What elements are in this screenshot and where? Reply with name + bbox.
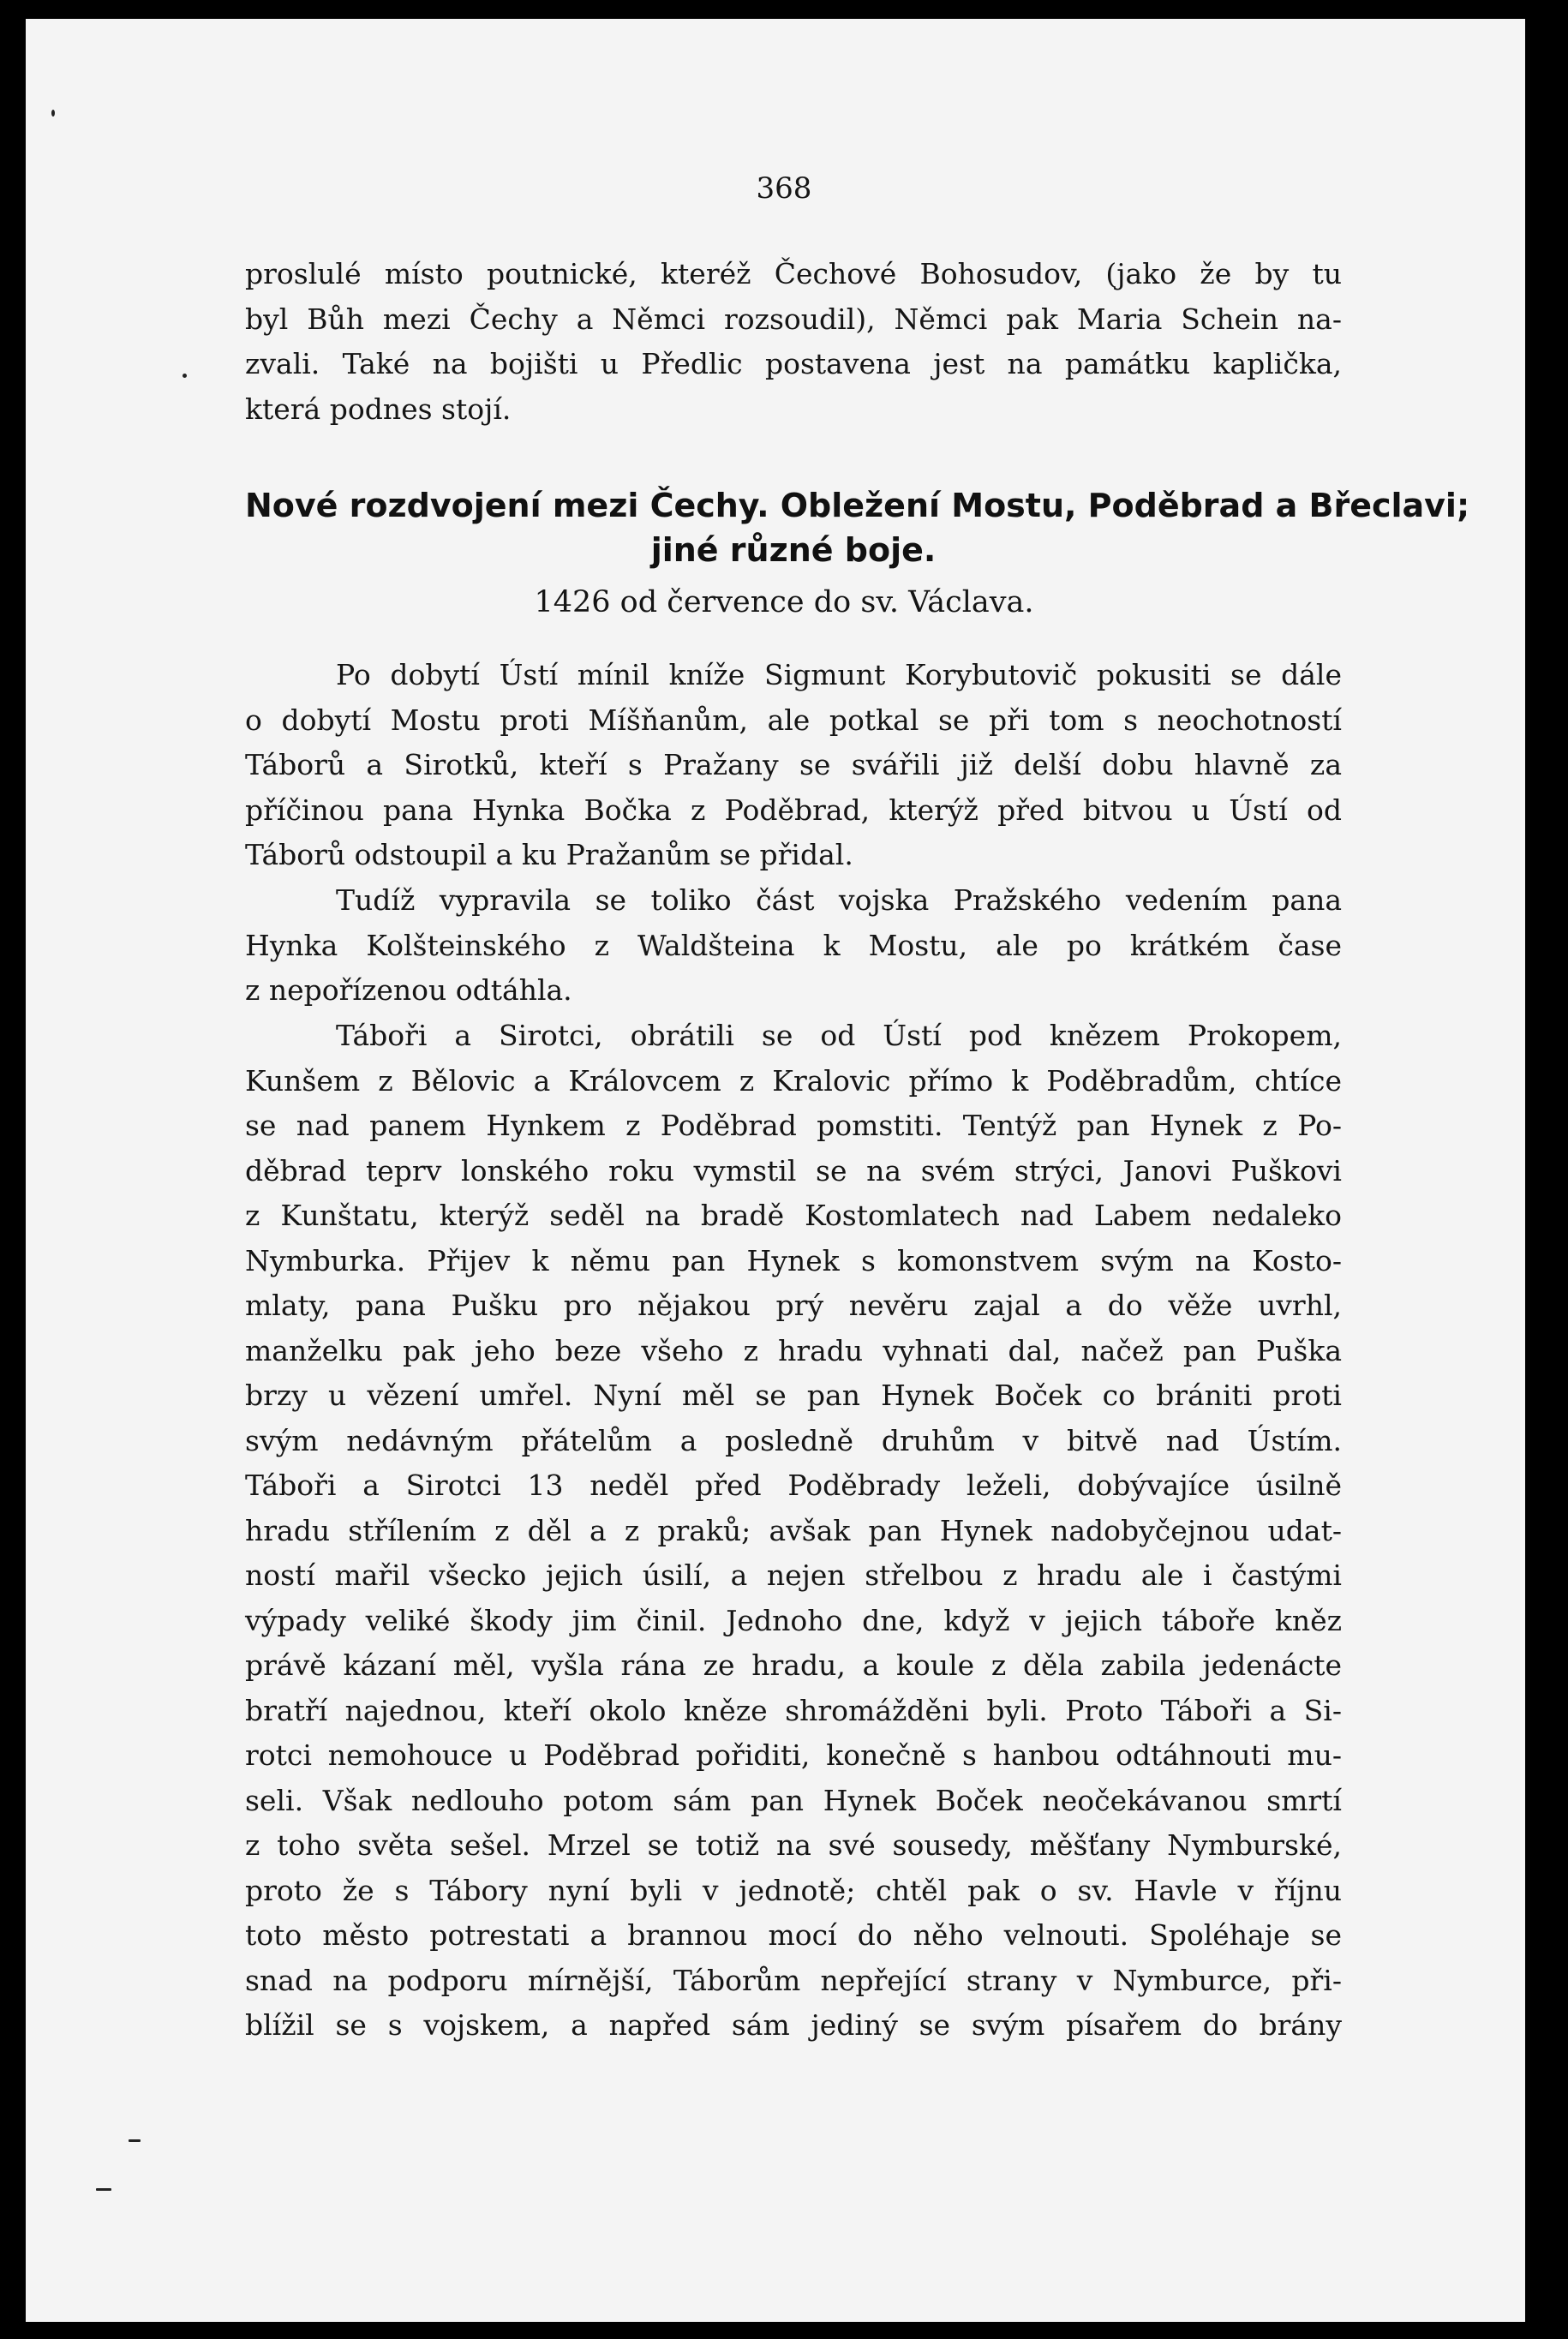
text-line: Tudíž vypravila se toliko část vojska Pražského vedením pana [336, 883, 1342, 917]
text-line: výpady veliké škody jim činil. Jednoho dne, když v jejich táboře kněz [245, 1603, 1342, 1637]
text-line: byl Bůh mezi Čechy a Němci rozsoudil), Němci pak Maria Schein na- [245, 302, 1342, 336]
heading-line: jiné různé boje. [650, 531, 937, 569]
text-line: z Kunštatu, kterýž seděl na bradě Kostomlatech nad Labem nedaleko [245, 1199, 1342, 1232]
page-number: 368 [756, 171, 812, 206]
scan-speck [96, 2188, 111, 2191]
section-heading [245, 483, 1470, 572]
text-line: zvali. Také na bojišti u Předlic postavena jest na památku kaplička, [245, 347, 1342, 380]
text-line: příčinou pana Hynka Bočka z Poděbrad, kterýž před bitvou u Ústí od [245, 793, 1342, 827]
text-line: toto město potrestati a brannou mocí do něho velnouti. Spoléhaje se [245, 1918, 1342, 1952]
text-line: právě kázaní měl, vyšla rána ze hradu, a koule z děla zabila jedenácte [245, 1648, 1342, 1682]
text-line: se nad panem Hynkem z Poděbrad pomstiti. Tentýž pan Hynek z Po- [245, 1109, 1342, 1142]
text-line: Hynka Kolšteinského z Waldšteina k Mostu, ale po krátkém čase [245, 928, 1342, 962]
scan-speck [129, 2139, 141, 2142]
heading-line: Nové rozdvojení mezi Čechy. Obležení Mostu, Poděbrad a Břeclavi; [245, 487, 1470, 524]
text-line: která podnes stojí. [245, 392, 512, 426]
text-line: blížil se s vojskem, a napřed sám jediný se svým písařem do brány [245, 2008, 1342, 2042]
text-line: z toho světa sešel. Mrzel se totiž na své sousedy, měšťany Nymburské, [245, 1828, 1342, 1862]
text-line: Táborů odstoupil a ku Pražanům se přidal. [245, 838, 853, 871]
text-line: ností mařil všecko jejich úsilí, a nejen střelbou z hradu ale i častými [245, 1558, 1342, 1592]
text-line: Kunšem z Bělovic a Královcem z Kralovic přímo k Poděbradům, chtíce [245, 1063, 1342, 1098]
text-line: mlaty, pana Pušku pro nějakou prý nevěru zajal a do věže uvrhl, [245, 1289, 1342, 1322]
paragraph-3 [245, 1014, 1342, 2139]
text-line: proto že s Tábory nyní byli v jednotě; chtěl pak o sv. Havle v říjnu [245, 1873, 1342, 1907]
text-line: proslulé místo poutnické, kteréž Čechové Bohosudov, (jako že by tu [245, 257, 1342, 290]
text-line: děbrad teprv lonského roku vymstil se na svém strýci, Janovi Puškovi [245, 1153, 1342, 1187]
text-line: Tábořі a Sirotci, obrátili se od Ústí pod knězem Prokopem, [336, 1019, 1342, 1052]
scan-speck [183, 374, 187, 378]
text-line: manželku pak jeho beze všeho z hradu vyhnati dal, načež pan Puška [245, 1333, 1342, 1367]
text-line: rotci nemohouce u Poděbrad pořiditi, konečně s hanbou odtáhnouti mu- [245, 1738, 1342, 1772]
text-line: Po dobytí Ústí mínil kníže Sigmunt Korybutovič pokusiti se dále [336, 658, 1342, 691]
scan-speck [51, 110, 55, 117]
date-subheading: 1426 od července do sv. Václava. [534, 585, 1034, 619]
paragraph-1 [245, 653, 1342, 878]
intro-paragraph [245, 252, 1342, 432]
text-line: Tábořі a Sirotci 13 neděl před Poděbrady leželi, dobývajíce úsilně [245, 1469, 1342, 1502]
text-line: bratří najednou, kteří okolo kněze shromážděni byli. Proto Tábořі a Si- [245, 1693, 1342, 1727]
paragraph-2 [245, 878, 1342, 1014]
scan-border [1525, 0, 1568, 2339]
text-line: hradu střílením z děl a z praků; avšak pan Hynek nadobyčejnou udat- [245, 1513, 1342, 1547]
text-line: Nymburka. Přijev k němu pan Hynek s komonstvem svým na Kosto- [245, 1243, 1342, 1277]
text-line: o dobytí Mostu proti Míšňanům, ale potkal se při tom s neochotností [245, 703, 1342, 737]
text-line [245, 2093, 1342, 2139]
text-line: snad na podporu mírnější, Táborům nepřející strany v Nymburce, při- [245, 1963, 1342, 1997]
text-line [245, 2049, 1342, 2094]
text-line: brzy u vězení umřel. Nyní měl se pan Hynek Boček co brániti proti [245, 1379, 1342, 1412]
text-line: z nepořízenou odtáhla. [245, 973, 572, 1007]
text-line: svým nedávným přátelům a posledně druhům v bitvě nad Ústím. [245, 1423, 1342, 1457]
text-line: Táborů a Sirotků, kteří s Pražany se svářili již delší dobu hlavně za [245, 748, 1342, 781]
text-line: seli. Však nedlouho potom sám pan Hynek Boček neočekávanou smrtí [245, 1783, 1342, 1817]
